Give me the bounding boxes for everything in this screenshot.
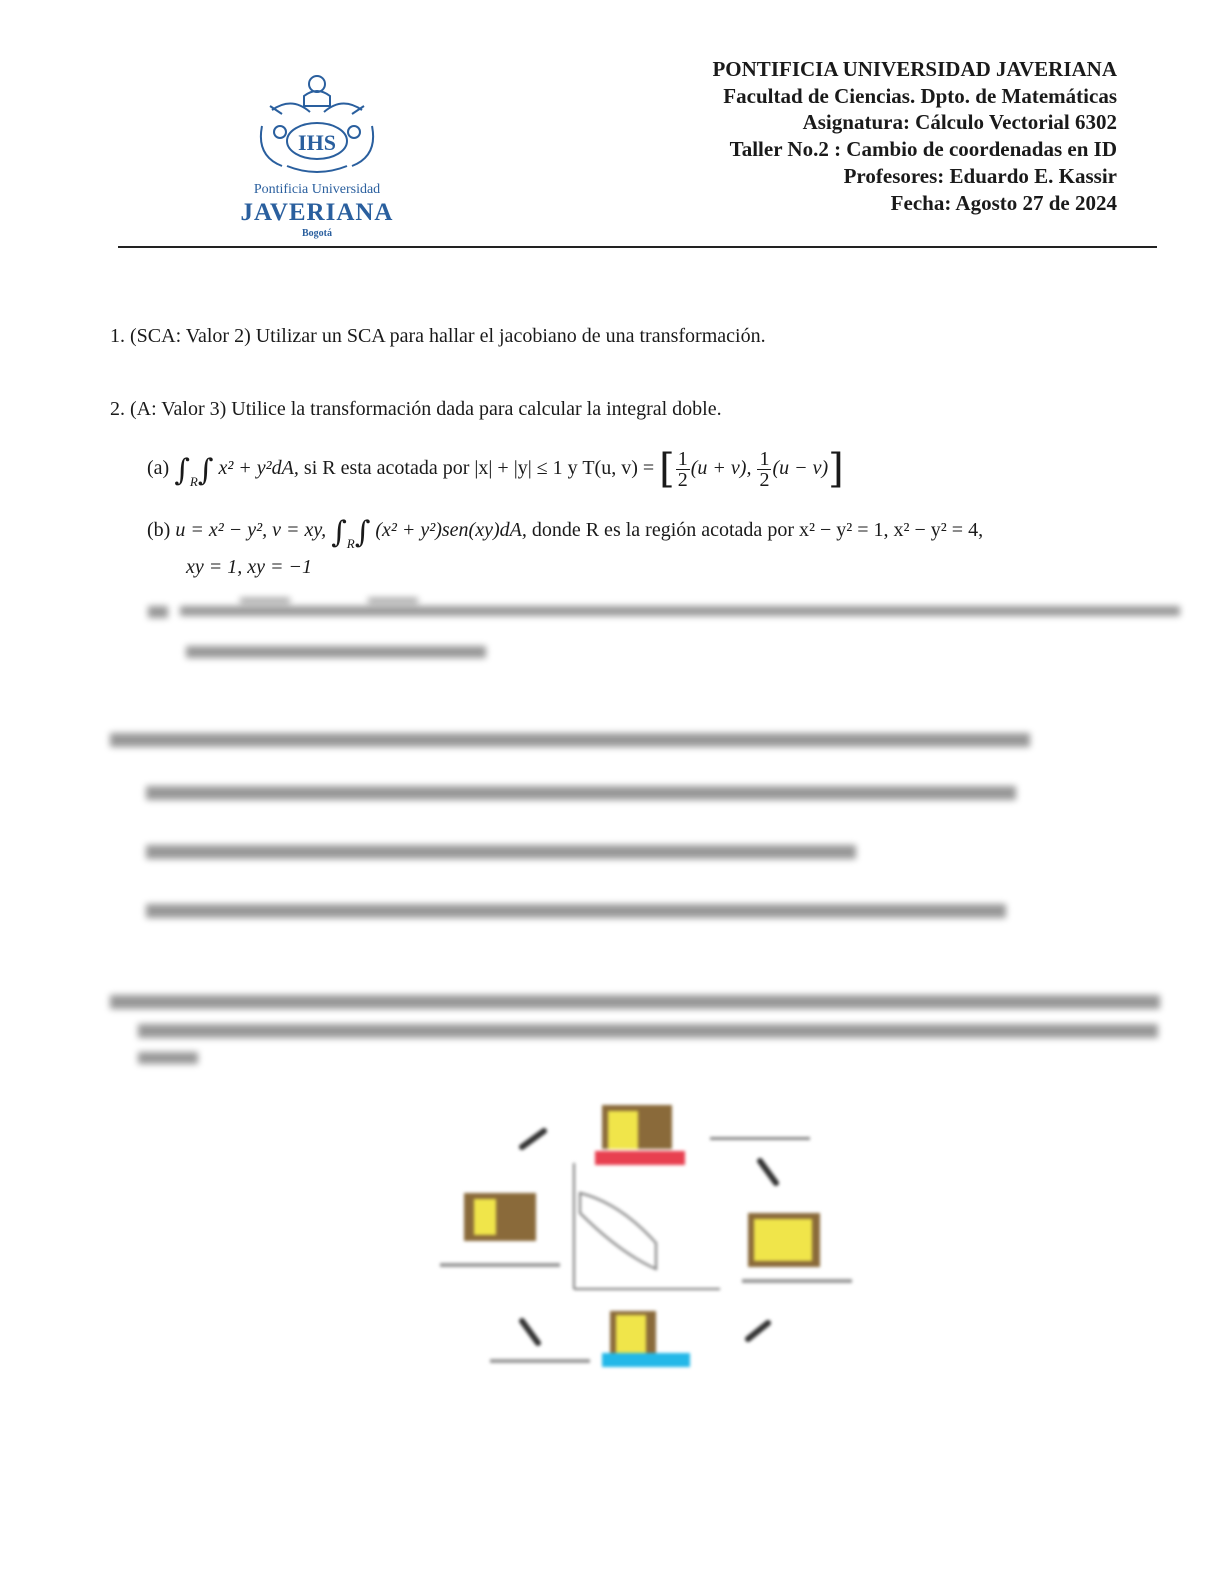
logo-line-2: JAVERIANA — [240, 199, 394, 226]
condition: si R esta acotada por |x| + |y| ≤ 1 y T(u, v) = — [298, 457, 655, 479]
problem-text: (A: Valor 3) Utilice la transformación dada para calcular la integral doble. — [130, 398, 722, 420]
problem-2a: (a) $\int_R\int$ x² + y²dA, si R esta acotada por |x| + |y| ≤ 1 y T(u, v) = [ $\frac{1}{2}$ (u + v), $\frac{1}{2}$ (u − v)] — [147, 446, 844, 492]
logo-line-1: Pontificia Universidad — [253, 182, 381, 197]
carnot-cycle-figure — [430, 1093, 870, 1383]
date: Fecha: Agosto 27 de 2024 — [890, 190, 1117, 215]
problem-2b: (b) u = x² − y², v = xy, $\int_R\int$ (x² + y²)sen(xy)dA, donde R es la región acotada por x² − y² = 1, x² − y² = 4, — [147, 515, 984, 551]
item-label: (a) — [147, 457, 170, 479]
item-label: (b) — [147, 519, 171, 541]
integrand: x² + y²dA, — [218, 457, 299, 479]
university-name: PONTIFICIA UNIVERSIDAD JAVERIANA — [712, 57, 1117, 81]
problem-number: 2. — [110, 398, 125, 420]
faculty-name: Facultad de Ciencias. Dpto. de Matemáticas — [723, 83, 1117, 108]
problem-number: 1. — [110, 325, 125, 347]
logo-line-3: Bogotá — [302, 228, 332, 239]
workshop-title: Taller No.2 : Cambio de coordenadas en ID — [729, 137, 1117, 162]
problem-text: (SCA: Valor 2) Utilizar un SCA para hallar el jacobiano de una transformación. — [130, 325, 766, 347]
svg-text:IHS: IHS — [298, 130, 336, 155]
problem-2b-line2: xy = 1, xy = −1 — [186, 556, 312, 578]
subject-name: Asignatura: Cálculo Vectorial 6302 — [802, 110, 1117, 135]
professors: Profesores: Eduardo E. Kassir — [843, 163, 1117, 188]
